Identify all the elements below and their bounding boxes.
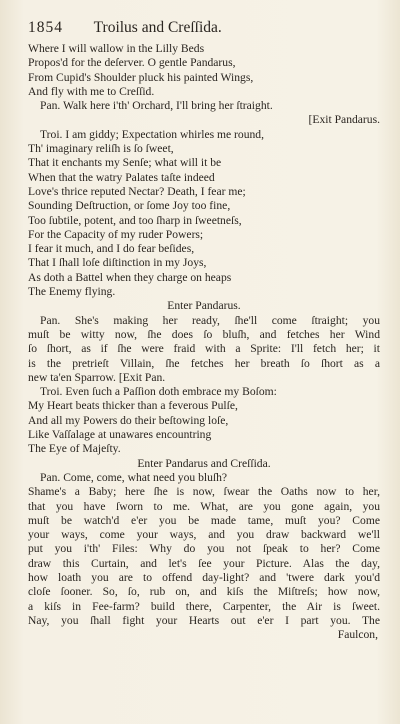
text-line: how loath you are to offend day-light? and 'twere dark you'd [28, 570, 380, 584]
text-line: That it enchants my Senſe; what will it be [28, 156, 222, 170]
text-line: I fear it much, and I do fear beſides, [28, 242, 195, 256]
text-line: As doth a Battel when they charge on heaps [28, 270, 232, 284]
text-line: Pan. Walk here i'th' Orchard, I'll bring her ſtraight. [40, 99, 273, 113]
text-line: Like Vaſſalage at unawares encountring [28, 428, 212, 442]
text-line: Enter Pandarus and Creſſida. [137, 456, 271, 470]
text-line: And all my Powers do their beſtowing loſe, [28, 413, 229, 427]
running-title: Troilus and Creſſida. [93, 19, 222, 36]
text-line: draw this Curtain, and let's ſee your Picture. Alas the day, [28, 556, 380, 570]
text-line: cloſe ſooner. So, ſo, rub on, and kiſs the Miſtreſs; how now, [28, 585, 380, 599]
text-line: [Exit Pandarus. [308, 113, 380, 127]
text-line: And fly with me to Creſſid. [28, 84, 155, 98]
text-line: Troi. Even ſuch a Paſſion doth embrace my Boſom: [40, 385, 277, 399]
text-line: Shame's a Baby; here ſhe is now, ſwear the Oaths now to her, [28, 485, 380, 499]
text-line: Too ſubtile, potent, and too ſharp in ſweetneſs, [28, 213, 242, 227]
text-line: ſo ſhort, as if ſhe were fraid with a Sprite: I'll fetch her; it [28, 342, 380, 356]
text-line: new ta'en Sparrow. [Exit Pan. [28, 370, 166, 384]
text-line: Where I will wallow in the Lilly Beds [28, 42, 205, 55]
text-line: that you have ſworn to me. What, are you gone again, you [28, 499, 380, 513]
text-line: Nay, you ſhall fight your Hearts out e'er I part you. The [28, 613, 380, 627]
text-line: For the Capacity of my ruder Powers; [28, 227, 204, 241]
text-line: a kiſs in Fee-farm? build there, Carpenter, the Air is ſweet. [28, 599, 380, 613]
text-line: The Eye of Majeſty. [28, 442, 121, 456]
text-line: From Cupid's Shoulder pluck his painted Wings, [28, 70, 254, 84]
text-line: your ways, come your ways, and you draw backward we'll [28, 528, 380, 542]
text-line: My Heart beats thicker than a feverous Pulſe, [28, 399, 238, 413]
text-line: Pan. Come, come, what need you bluſh? [40, 470, 228, 484]
text-line: muſt be witty now, ſhe does ſo bluſh, and fetches her Wind [28, 327, 380, 341]
text-line: Enter Pandarus. [167, 299, 241, 313]
text-line: put you i'th' Files: Why do you not ſpeak to her? Come [28, 542, 380, 556]
text-line: muſt be watch'd e'er you be made tame, muſt you? Come [28, 513, 380, 527]
text-line: Pan. She's making her ready, ſhe'll come ſtraight; you [40, 313, 380, 327]
page-number: 1854 [28, 19, 63, 36]
text-line: Faulcon, [337, 628, 378, 642]
text-line: That I ſhall loſe diſtinction in my Joys, [28, 256, 207, 270]
running-header [28, 18, 380, 38]
text-line: Th' imaginary reliſh is ſo ſweet, [28, 142, 174, 156]
text-line: Troi. I am giddy; Expectation whirles me round, [40, 127, 265, 141]
text-line: is the pretrieſt Villain, ſhe fetches her breath ſo ſhort as a [28, 356, 380, 370]
text-line: Propos'd for the deſerver. O gentle Pandarus, [28, 56, 236, 70]
text-line: Love's thrice reputed Nectar? Death, I fear me; [28, 184, 246, 198]
text-line: The Enemy flying. [28, 285, 116, 299]
text-line: Sounding Deſtruction, or ſome Joy too fine, [28, 199, 231, 213]
text-line: When that the watry Palates taſte indeed [28, 170, 215, 184]
page-body-text [28, 42, 380, 642]
